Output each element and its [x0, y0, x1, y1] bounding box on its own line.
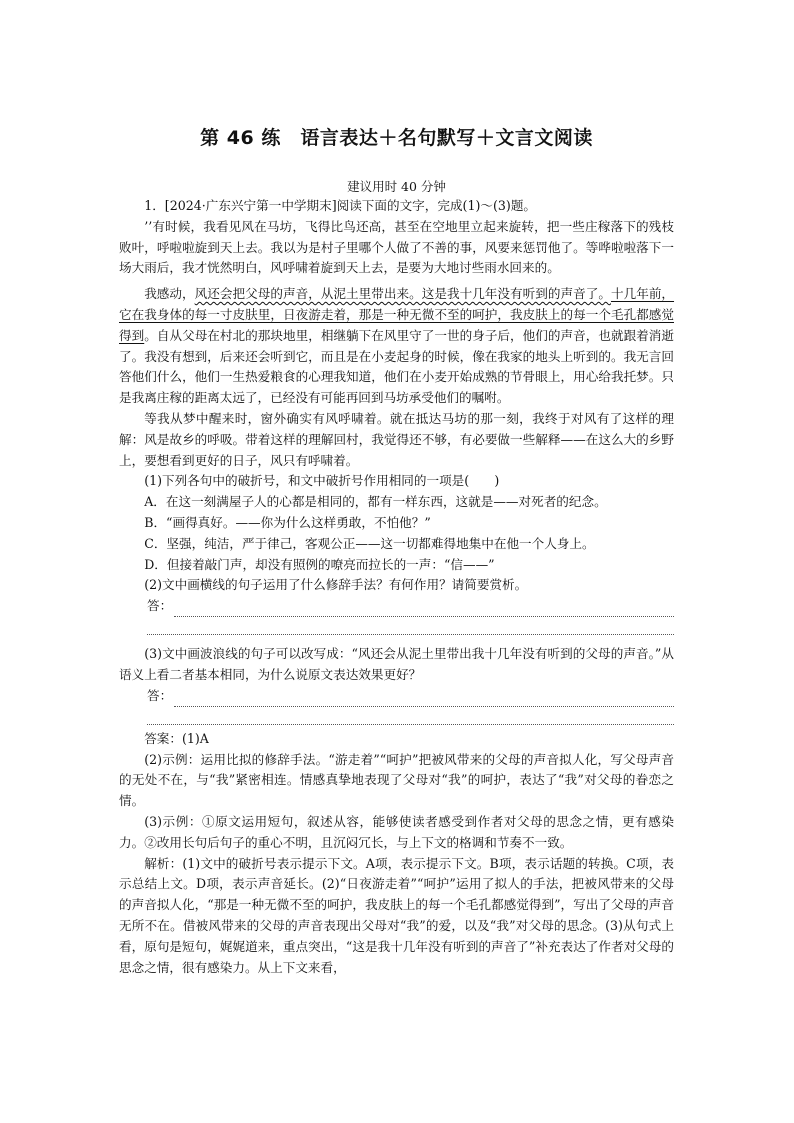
- straight-underlined-sentence: 十几年前，它在我身体的每一寸皮肤里，日夜游走着，那是一种无微不至的呵护，我皮肤上的每一个毛孔都感觉得到: [119, 286, 675, 343]
- time-suggestion: 建议用时 40 分钟: [347, 179, 446, 194]
- q3-answer-line: 答：: [147, 686, 674, 707]
- passage-paragraph-1: ’’有时候，我看见风在马坊，飞得比鸟还高，甚至在空地里立起来旋转，把一些庄稼落下的残枝败叶，呼啦啦旋到天上去。我以为是村子里哪个人做了不善的事，风要来惩罚他了。等哗啦啦落下一场大雨后，我才恍然明白，风呼啸着旋到天上去，是要为大地讨些雨水回来的。: [119, 218, 674, 276]
- passage-paragraph-2: 我感动，风还会把父母的声音，从泥土里带出来。这是我十几年没有听到的声音了。十几年前，它在我身体的每一寸皮肤里，日夜游走着，那是一种无微不至的呵护，我皮肤上的每一个毛孔都感觉得到。自从父母在村北的那块地里，相继躺下在风里守了一世的身子后，他们的声音，也就跟着消逝了。我没有想到，后来还会听到它，而且是在小麦起身的时候，像在我家的地头上听到的。我无言回答他们什么，他们一生热爱粮食的心理我知道，他们在小麦开始成熟的节骨眼上，用心给我托梦。只是我离庄稼的距离太远了，已经没有可能再回到马坊承受他们的嘱咐。: [119, 286, 675, 406]
- q3-stem: (3)文中画波浪线的句子可以改写成：“风还会从泥土里带出我十几年没有听到的父母的声音。”从语义上看二者基本相同，为什么说原文表达效果更好？: [119, 646, 674, 682]
- q1-option-b: B．“画得真好。——你为什么这样勇敢，不怕他？”: [144, 514, 431, 530]
- analysis: 解析：(1)文中的破折号表示提示下文。A项，表示提示下文。B项，表示话题的转换。C项，表示总结上文。D项，表示声音延长。(2)“日夜游走着”“呵护”运用了拟人的手法，把被风带来的父母的声音拟人化，“那是一种无微不至的呵护，我皮肤上的每一个毛孔都感觉得到”，写出了父母的声音无所不在。借被风带来的父母的声音表现出父母对“我”的爱，以及“我”对父母的思念。(3)从句式上看，原句是短句，娓娓道来，重点突出，“这是我十几年没有听到的声音了”补充表达了作者对父母的思念之情，很有感染力。从上下文来看，: [119, 855, 674, 975]
- page-title: 第 46 练 语言表达＋名句默写＋文言文阅读: [200, 127, 593, 149]
- q2-answer-line-2: [147, 617, 674, 635]
- q1-option-d: D．但接着敲门声，却没有照例的嘹亮而拉长的一声：“信——”: [144, 556, 495, 572]
- answer-3: (3)示例：①原文运用短句，叙述从容，能够使读者感受到作者对父母的思念之情，更有感染力。②改用长句后句子的重心不明，且沉闷冗长，与上下文的格调和节奏不一致。: [119, 813, 674, 850]
- q1-option-c: C．坚强，纯洁，严于律己，客观公正——这一切都难得地集中在他一个人身上。: [144, 535, 595, 551]
- q3-answer-line-2: [147, 707, 674, 725]
- q1-option-a: A．在这一刻满屋子人的心都是相同的，都有一样东西，这就是——对死者的纪念。: [144, 494, 607, 510]
- answer-2: (2)示例：运用比拟的修辞手法。“游走着”“呵护”把被风带来的父母的声音拟人化，写父母声音的无处不在，与“我”紧密相连。情感真挚地表现了父母对“我”的呵护，表达了“我”对父母的眷恋之情。: [119, 751, 674, 809]
- content-body: [119, 196, 674, 978]
- question-heading: 1．[2024·广东兴宁第一中学期末]阅读下面的文字，完成(1)～(3)题。: [144, 198, 537, 213]
- q1-stem: (1)下列各句中的破折号，和文中破折号作用相同的一项是( ): [144, 473, 500, 489]
- passage-paragraph-3: 等我从梦中醒来时，窗外确实有风呼啸着。就在抵达马坊的那一刻，我终于对风有了这样的理解：风是故乡的呼吸。带着这样的理解回村，我觉得还不够，有必要做一些解释——在这么大的乡野上，要想看到更好的日子，风只有呼啸着。: [119, 410, 674, 468]
- q2-answer-line: 答：: [147, 596, 674, 617]
- q2-stem: (2)文中画横线的句子运用了什么修辞手法？有何作用？请简要赏析。: [144, 577, 528, 593]
- answer-1: 答案：(1)A: [144, 730, 209, 746]
- wavy-underlined-sentence: 风还会把父母的声音，从泥土里带出来。这是我十几年没有听到的声音了。: [194, 286, 611, 302]
